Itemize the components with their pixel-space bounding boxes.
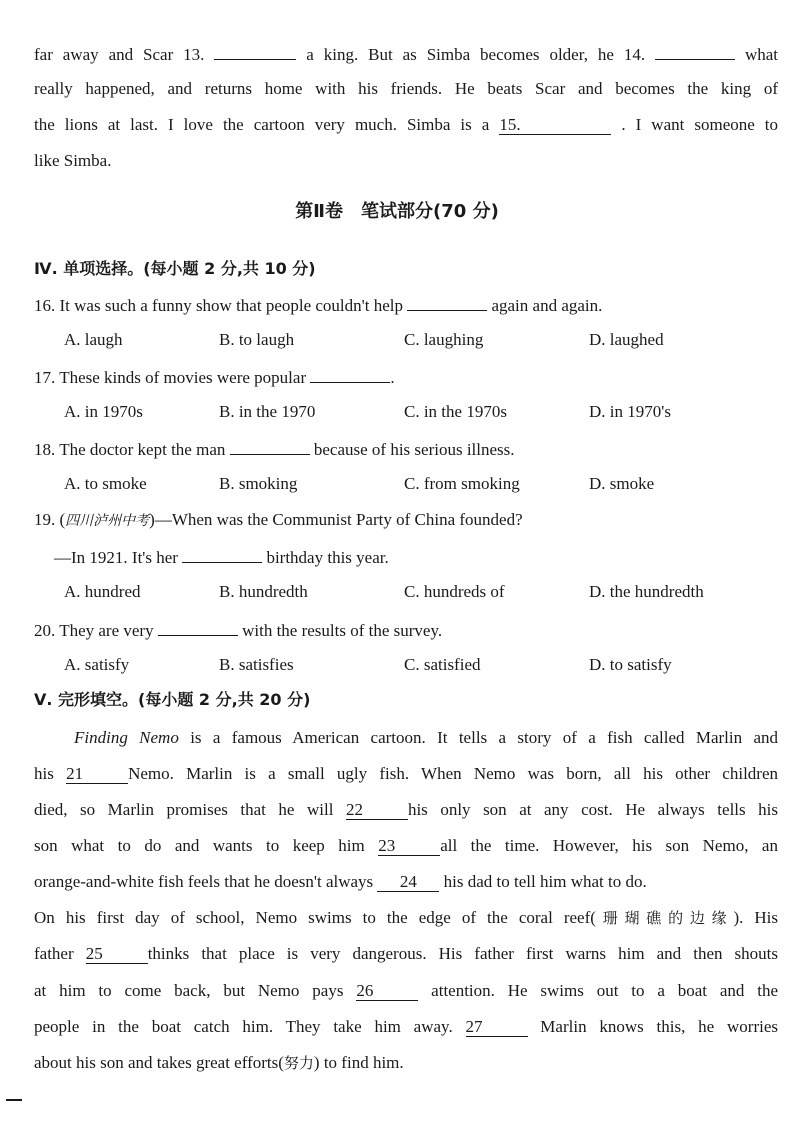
section-4-heading: Ⅳ. 单项选择。(每小题 2 分,共 10 分) — [34, 259, 316, 278]
option-c[interactable]: C. satisfied — [404, 655, 481, 674]
cloze-line-9: people in the boat catch him. They take him away. 27 Marlin knows this, he worries — [34, 1017, 778, 1036]
option-a[interactable]: A. satisfy — [64, 655, 130, 674]
cloze-line-6: On his first day of school, Nemo swims to the edge of the coral reef(珊瑚礁的边缘). His — [34, 908, 779, 927]
option-a[interactable]: A. laugh — [64, 330, 123, 349]
cloze-blank-22[interactable]: 22 — [346, 801, 408, 820]
cloze-blank-21[interactable]: 21 — [66, 765, 128, 784]
option-a[interactable]: A. in 1970s — [64, 402, 143, 421]
option-b[interactable]: B. in the 1970 — [219, 402, 316, 421]
page-corner-mark — [6, 1099, 22, 1101]
cloze-line-8: at him to come back, but Nemo pays 26 attention. He swims out to a boat and the — [34, 981, 779, 1000]
cloze-blank-24[interactable]: 24 — [377, 873, 439, 892]
option-c[interactable]: C. from smoking — [404, 474, 520, 493]
option-d[interactable]: D. to satisfy — [589, 655, 672, 674]
cloze-blank-27[interactable]: 27 — [466, 1018, 528, 1037]
cloze-blank-23[interactable]: 23 — [378, 837, 440, 856]
passage-line-2: really happened, and returns home with his friends. He beats Scar and becomes the king of — [34, 79, 778, 98]
passage-line-3: the lions at last. I love the cartoon very much. Simba is a 15. . I want someone to — [34, 115, 779, 134]
source-tag: 四川泸州中考 — [65, 513, 150, 529]
passage-line-1: far away and Scar 13. a king. But as Simba becomes older, he 14. what — [34, 42, 778, 66]
option-a[interactable]: A. hundred — [64, 582, 141, 601]
cloze-line-4: son what to do and wants to keep him 23 all the time. However, his son Nemo, an — [34, 836, 778, 855]
option-d[interactable]: D. laughed — [589, 330, 664, 349]
answer-blank-15[interactable]: 15. — [499, 116, 611, 135]
question-19: 19. (四川泸州中考)—When was the Communist Party of China founded? — [34, 510, 523, 529]
question-18: 18. The doctor kept the man because of his serious illness. — [34, 437, 778, 461]
option-b[interactable]: B. hundredth — [219, 582, 308, 601]
answer-blank-18[interactable] — [230, 437, 310, 455]
option-b[interactable]: B. smoking — [219, 474, 298, 493]
question-20: 20. They are very with the results of the survey. — [34, 618, 778, 642]
option-a[interactable]: A. to smoke — [64, 474, 147, 493]
option-d[interactable]: D. the hundredth — [589, 582, 704, 601]
option-c[interactable]: C. laughing — [404, 330, 484, 349]
answer-blank-13[interactable] — [214, 42, 296, 60]
cloze-line-3: died, so Marlin promises that he will 22 his only son at any cost. He always tells his — [34, 800, 778, 819]
cloze-blank-25[interactable]: 25 — [86, 945, 148, 964]
option-b[interactable]: B. satisfies — [219, 655, 294, 674]
cloze-blank-26[interactable]: 26 — [356, 982, 418, 1001]
answer-blank-19[interactable] — [182, 545, 262, 563]
cloze-line-7: father 25 thinks that place is very dangerous. His father first warns him and then shouts — [34, 944, 778, 963]
option-c[interactable]: C. in the 1970s — [404, 402, 507, 421]
passage-line-4: like Simba. — [34, 151, 112, 170]
option-d[interactable]: D. smoke — [589, 474, 655, 493]
option-c[interactable]: C. hundreds of — [404, 582, 505, 601]
cloze-line-2: his 21 Nemo. Marlin is a small ugly fish. When Nemo was born, all his other children — [34, 764, 778, 783]
part-two-title: 第Ⅱ卷 笔试部分(70 分) — [295, 201, 499, 222]
cloze-line-1: Finding Nemo is a famous American cartoon. It tells a story of a fish called Marlin and — [74, 728, 779, 747]
answer-blank-14[interactable] — [655, 42, 735, 60]
cartoon-title: Finding Nemo — [74, 728, 179, 747]
answer-blank-20[interactable] — [158, 618, 238, 636]
question-16: 16. It was such a funny show that people couldn't help again and again. — [34, 293, 778, 317]
option-b[interactable]: B. to laugh — [219, 330, 295, 349]
answer-blank-16[interactable] — [407, 293, 487, 311]
question-17: 17. These kinds of movies were popular . — [34, 365, 778, 389]
cloze-line-10: about his son and takes great efforts(努力) to find him. — [34, 1053, 404, 1072]
answer-blank-17[interactable] — [310, 365, 390, 383]
option-d[interactable]: D. in 1970's — [589, 402, 671, 421]
question-19-line-2: —In 1921. It's her birthday this year. — [54, 545, 794, 569]
cloze-line-5: orange-and-white fish feels that he doesn't always 24 his dad to tell him what to do. — [34, 872, 647, 891]
section-5-heading: Ⅴ. 完形填空。(每小题 2 分,共 20 分) — [34, 690, 311, 709]
